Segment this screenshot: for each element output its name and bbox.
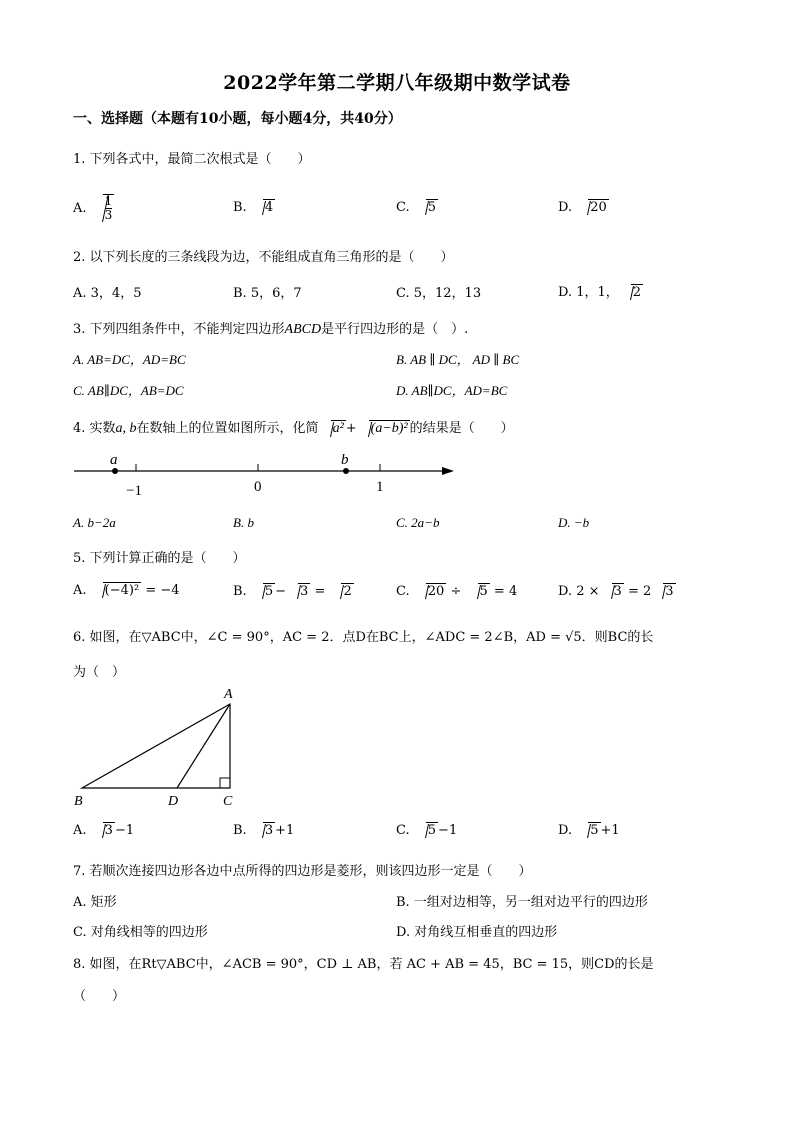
q1-option-a: A. $\frac{1}{3}$	[73, 194, 113, 222]
question-4-stem: 4. 实数a, b在数轴上的位置如图所示，化简 a² + (a−b)² 的结果是（ ）	[73, 421, 514, 436]
triangle-abc	[82, 704, 230, 788]
label-minus-one: −1	[126, 483, 142, 499]
question-1-stem: 1. 下列各式中，最简二次根式是（ ）	[73, 152, 311, 167]
q4-option-b: B. b	[233, 515, 254, 530]
vertex-d: D	[168, 794, 179, 809]
label-b: b	[341, 452, 349, 468]
question-5-stem: 5. 下列计算正确的是（ ）	[73, 551, 246, 566]
q4-option-c: C. 2a−b	[396, 515, 440, 530]
q2-option-c: C. 5，12，13	[396, 286, 482, 301]
label-zero: 0	[254, 479, 262, 495]
q5-option-a: A. (−4)² = −4	[73, 583, 180, 598]
right-angle-mark	[220, 778, 230, 788]
triangle-figure	[70, 682, 250, 812]
q6-option-d: D. 5 +1	[558, 823, 620, 838]
question-3-stem: 3. 下列四组条件中，不能判定四边形ABCD是平行四边形的是（ ）.	[73, 322, 469, 337]
section-heading: 一、选择题（本题有10小题，每小题4分，共40分）	[73, 111, 402, 127]
q5-option-c: C. 20 ÷ 5 = 4	[396, 584, 518, 599]
question-6-stem-line1: 6. 如图，在▽ABC中，∠C = 90°，AC = 2．点D在BC上，∠ADC = 2∠B，AD = √5．则BC的长	[73, 630, 654, 645]
q1-option-d: D. 20	[558, 200, 607, 215]
question-7-stem: 7. 若顺次连接四边形各边中点所得的四边形是菱形，则该四边形一定是（ ）	[73, 864, 532, 879]
q3-option-d: D. AB∥DC，AD=BC	[396, 383, 508, 398]
point-b	[343, 468, 349, 474]
page-title: 2022学年第二学期八年级期中数学试卷	[223, 72, 571, 94]
q6-option-a: A. 3 −1	[73, 823, 135, 838]
point-a	[112, 468, 118, 474]
q1-option-b: B. 4	[233, 200, 274, 215]
vertex-a: A	[224, 687, 233, 702]
q2-option-b: B. 5，6，7	[233, 286, 302, 301]
q3-option-a: A. AB=DC，AD=BC	[73, 352, 186, 367]
q2-option-d: D. 1，1， 2	[558, 285, 642, 300]
number-line-arrow	[442, 467, 454, 475]
number-line-figure	[70, 448, 460, 500]
question-8-stem-line2: （ ）	[73, 989, 126, 1004]
question-6-stem-line2: 为（ ）	[73, 665, 126, 680]
label-a: a	[110, 452, 118, 468]
q7-option-d: D. 对角线互相垂直的四边形	[396, 925, 558, 940]
q6-option-b: B. 3 +1	[233, 823, 295, 838]
segment-ad	[177, 704, 230, 788]
vertex-c: C	[223, 794, 233, 809]
q4-option-d: D. −b	[558, 515, 590, 530]
q3-option-c: C. AB∥DC，AB=DC	[73, 383, 184, 398]
q7-option-c: C. 对角线相等的四边形	[73, 925, 208, 940]
q7-option-b: B. 一组对边相等，另一组对边平行的四边形	[396, 895, 648, 910]
q2-option-a: A. 3，4，5	[73, 286, 142, 301]
q5-option-b: B. 5 − 3 = 2	[233, 584, 352, 599]
q1-option-c: C. 5	[396, 200, 437, 215]
q5-option-d: D. 2 × 3 = 2 3	[558, 584, 674, 599]
q6-option-c: C. 5 −1	[396, 823, 458, 838]
q7-option-a: A. 矩形	[73, 895, 117, 910]
question-8-stem-line1: 8. 如图，在Rt▽ABC中，∠ACB = 90°，CD ⊥ AB，若 AC + AB = 45，BC = 15，则CD的长是	[73, 957, 654, 972]
label-one: 1	[376, 479, 384, 495]
q3-option-b: B. AB ∥ DC， AD ∥ BC	[396, 352, 520, 367]
q4-option-a: A. b−2a	[73, 515, 116, 530]
vertex-b: B	[74, 794, 83, 809]
question-2-stem: 2. 以下列长度的三条线段为边，不能组成直角三角形的是（ ）	[73, 250, 454, 265]
